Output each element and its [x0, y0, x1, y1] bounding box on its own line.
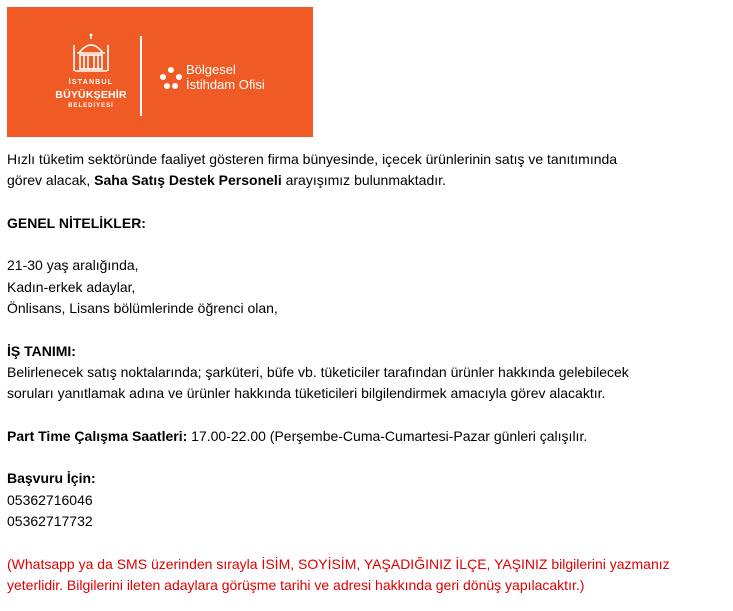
phone-number: 05362716046: [7, 491, 93, 508]
ibb-line1: İSTANBUL: [68, 79, 114, 86]
job-posting: [7, 149, 727, 596]
hours-label: Part Time Çalışma Saatleri:: [7, 427, 188, 444]
ibb-line2: BÜYÜKŞEHİR: [55, 89, 127, 101]
bolgesel-istihdam-logo: [159, 62, 309, 102]
qualification-item: Önlisans, Lisans bölümlerinde öğrenci olan,: [7, 300, 278, 317]
ibb-line3: BELEDİYESİ: [68, 103, 114, 109]
office-line1: Bölgesel: [186, 62, 236, 77]
intro-line2: [7, 170, 727, 191]
apply-heading: Başvuru İçin:: [7, 470, 96, 487]
office-line2: İstihdam Ofisi: [186, 77, 265, 92]
people-circle-icon: [159, 66, 183, 90]
qualifications-heading: GENEL NİTELİKLER:: [7, 214, 146, 231]
note-line2: yeterlidir. Bilgilerini ileten adaylara görüşme tarihi ve adresi hakkında geri dönüş yapılacaktır.): [7, 576, 585, 593]
intro-text: görev alacak,: [7, 172, 95, 189]
hours-value: 17.00-22.00 (Perşembe-Cuma-Cumartesi-Pazar günleri çalışılır.: [187, 427, 588, 444]
logo-divider: [140, 36, 142, 116]
qualification-item: 21-30 yaş aralığında,: [7, 257, 139, 274]
mosque-emblem-icon: [71, 33, 111, 77]
position-title: Saha Satış Destek Personeli: [94, 172, 282, 189]
qualification-item: Kadın-erkek adaylar,: [7, 278, 136, 295]
job-heading: İŞ TANIMI:: [7, 342, 76, 359]
intro-tail: arayışımız bulunmaktadır.: [281, 172, 446, 189]
phone-number: 05362717732: [7, 513, 93, 530]
intro-line1: Hızlı tüketim sektöründe faaliyet gösteren firma bünyesinde, içecek ürünlerinin satış ve tanıtımında: [7, 151, 618, 167]
job-line2: soruları yanıtlamak adına ve ürünler hakkında tüketicileri bilgilendirmek amacıyla görev alacaktır.: [7, 385, 606, 402]
job-line1: Belirlenecek satış noktalarında; şarküteri, büfe vb. tüketiciler tarafından ürünler hakkında gelebilecek: [7, 363, 629, 380]
hours-line: [7, 426, 727, 447]
ibb-logo: [55, 33, 127, 119]
header-banner: [7, 7, 313, 137]
note-line1: (Whatsapp ya da SMS üzerinden sırayla İSİM, SOYİSİM, YAŞADIĞINIZ İLÇE, YAŞINIZ bilgilerini yazmanız: [7, 555, 670, 572]
